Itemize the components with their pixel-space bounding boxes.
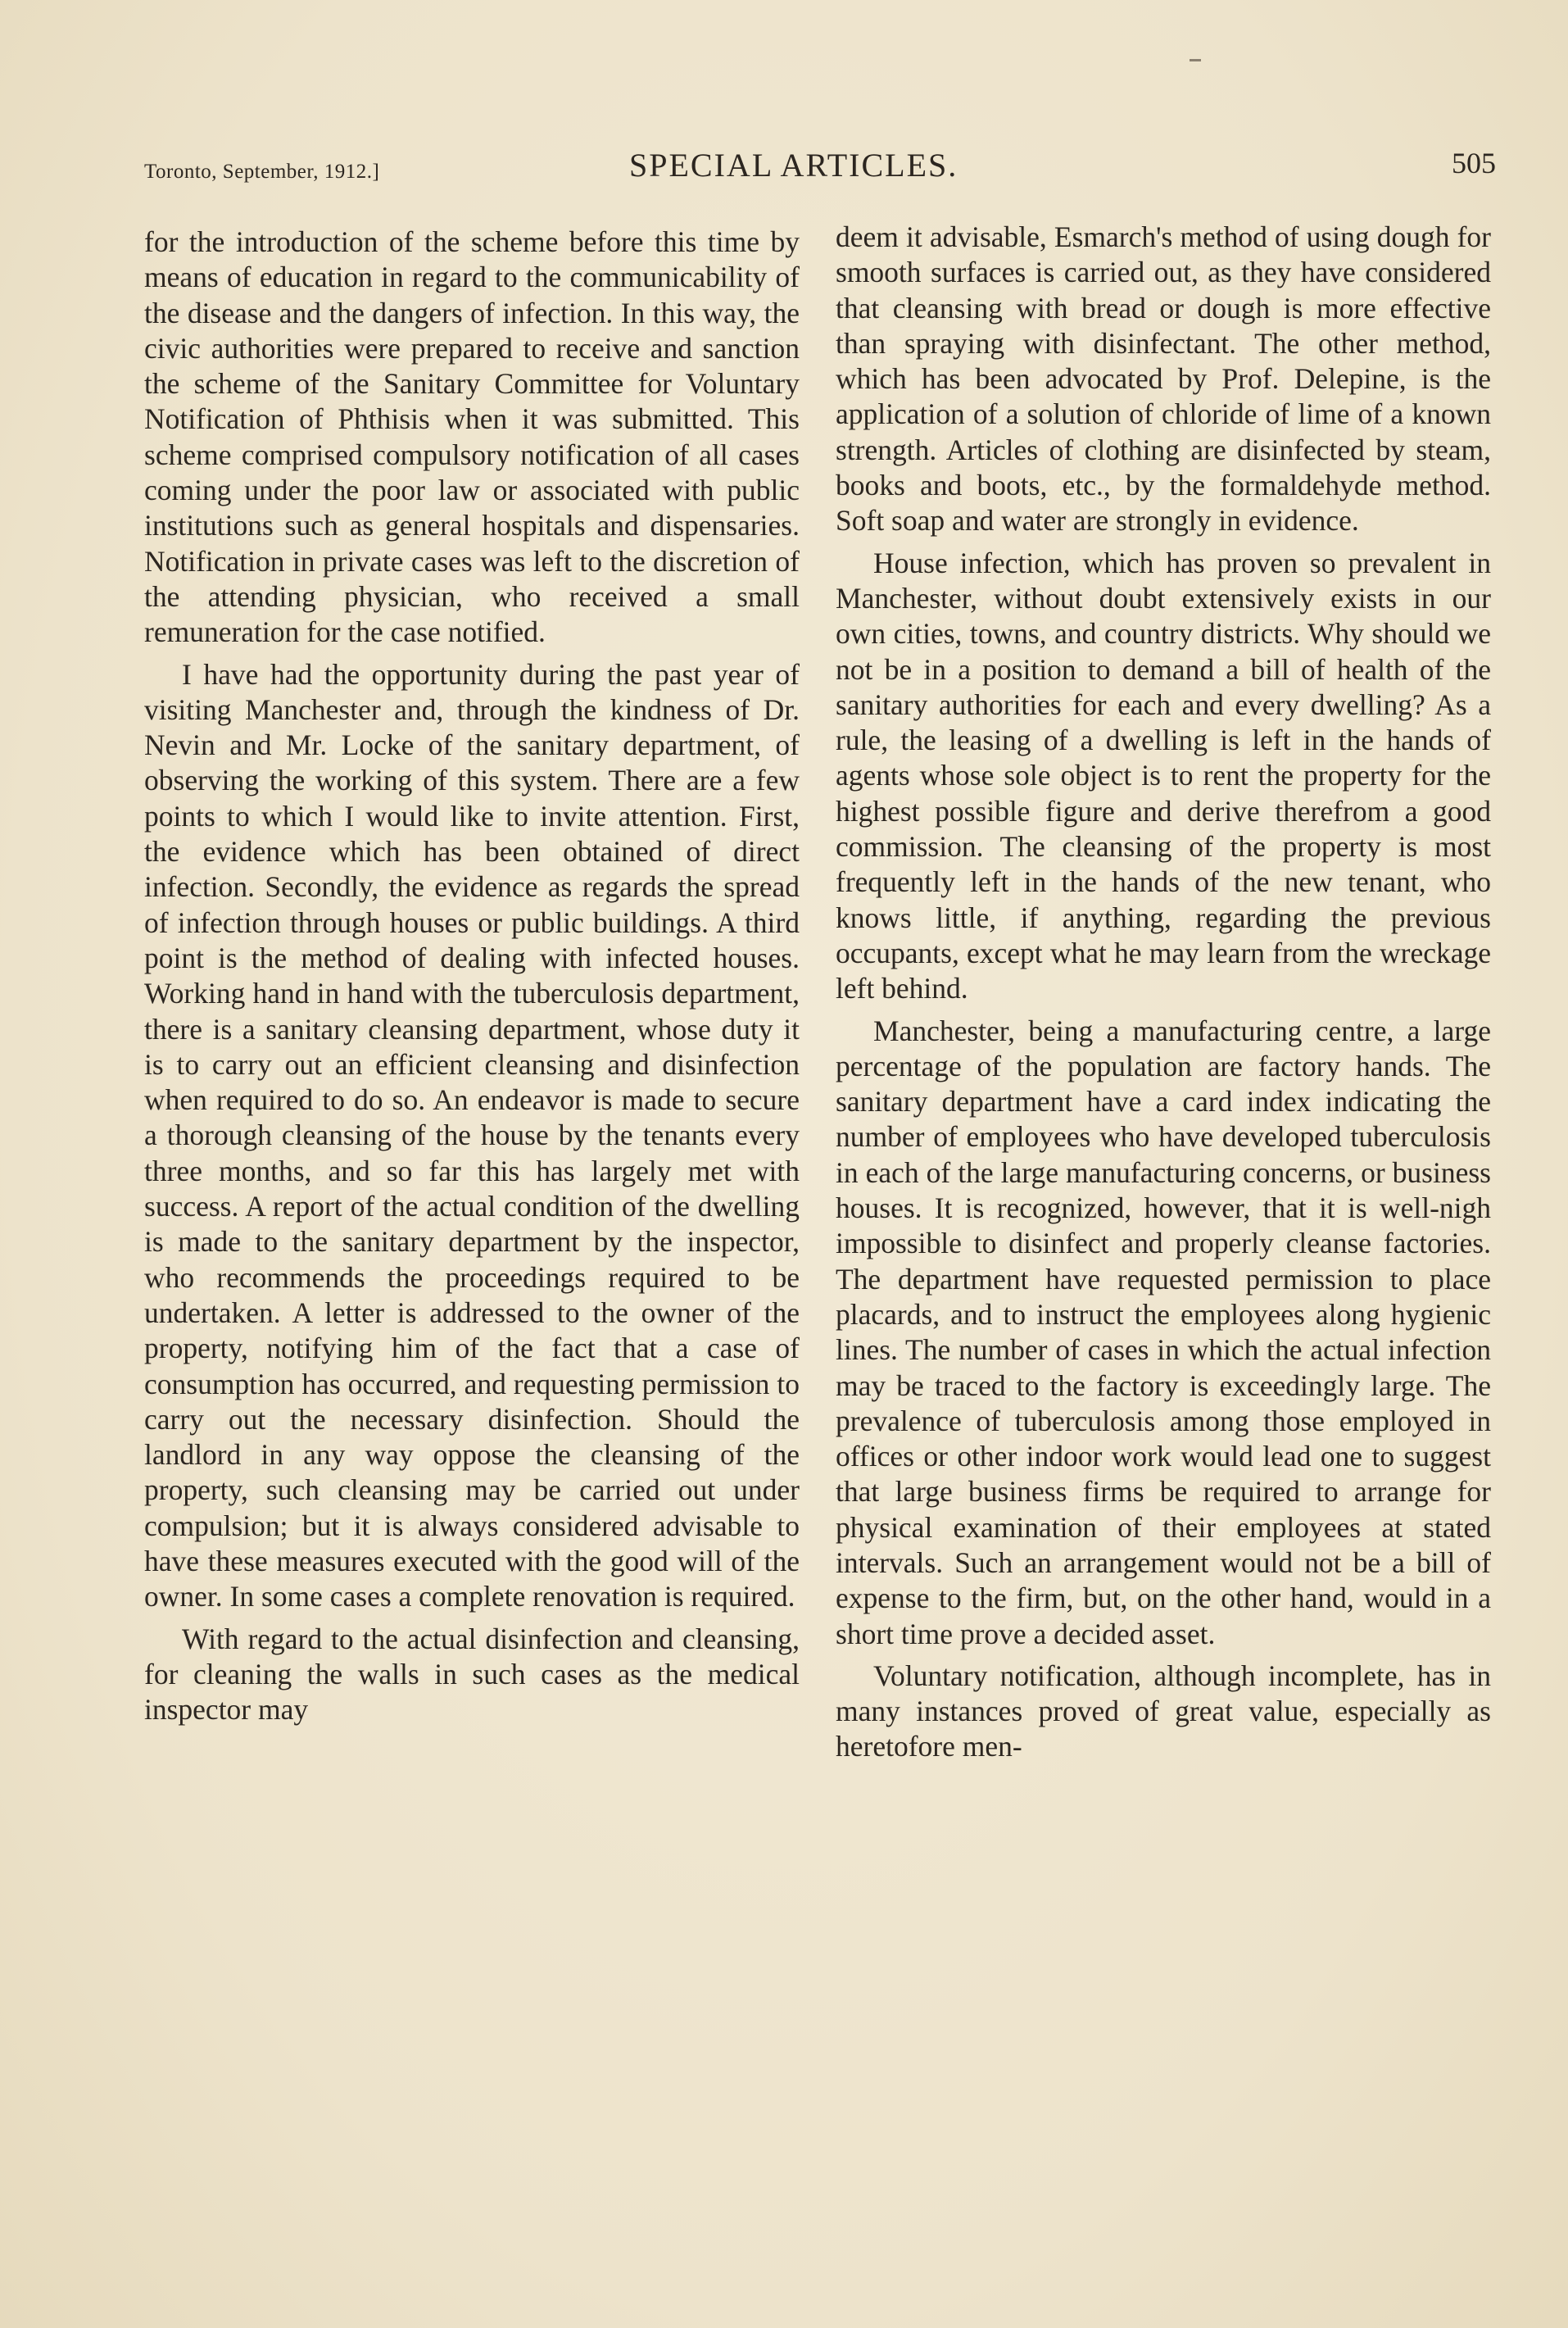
right-column: [836, 220, 1491, 1772]
left-column: [144, 225, 800, 1734]
paragraph: deem it advisable, Esmarch's method of using dough for smooth surfaces is carried out, as they have considered that cleansing with bread or dough is more effective than spraying with disinfectant. The other method, which has been advocated by Prof. Delepine, is the application of a solution of chloride of lime of a known strength. Articles of clothing are disinfected by steam, books and boots, etc., by the formaldehyde method. Soft soap and water are strongly in evidence.: [836, 220, 1491, 538]
page-number: 505: [1452, 147, 1496, 179]
paragraph: Manchester, being a manufacturing centre, a large percentage of the population are factory hands. The sanitary department have a card index indicating the number of employees who have developed tuberculosis in each of the large manufacturing concerns, or business houses. It is recognized, however, that it is well-nigh impossible to disinfect and properly cleanse factories. The department have requested permission to place placards, and to instruct the employees along hygienic lines. The number of cases in which the actual infection may be traced to the factory is exceedingly large. The prevalence of tuberculosis among those employed in offices or other indoor work would lead one to suggest that large business firms be required to arrange for physical examination of their employees at stated intervals. Such an arrangement would not be a bill of expense to the firm, but, on the other hand, would in a short time prove a decided asset.: [836, 1014, 1491, 1650]
paragraph: With regard to the actual disinfection and cleansing, for cleaning the walls in such cases as the medical inspector may: [144, 1622, 800, 1727]
header-place-date: Toronto, September, 1912.]: [144, 161, 380, 183]
paragraph: House infection, which has proven so prevalent in Manchester, without doubt extensively exists in our own cities, towns, and country districts. Why should we not be in a position to demand a bill of health of the sanitary authorities for each and every dwelling? As a rule, the leasing of a dwelling is left in the hands of agents whose sole object is to rent the property for the highest possible figure and derive therefrom a good commission. The cleansing of the property is most frequently left in the hands of the new tenant, who knows little, if anything, regarding the previous occupants, except what he may learn from the wreckage left behind.: [836, 546, 1491, 1005]
paragraph: Voluntary notification, although incomplete, has in many instances proved of great value, especially as heretofore men-: [836, 1659, 1491, 1763]
paragraph: I have had the opportunity during the past year of visiting Manchester and, through the kindness of Dr. Nevin and Mr. Locke of the sanitary department, of observing the working of this system. There are a few points to which I would like to invite attention. First, the evidence which has been obtained of direct infection. Secondly, the evidence as regards the spread of infection through houses or public buildings. A third point is the method of dealing with infected houses. Working hand in hand with the tuberculosis department, there is a sanitary cleansing department, whose duty it is to carry out an efficient cleansing and disinfection when required to do so. An endeavor is made to secure a thorough cleansing of the house by the tenants every three months, and so far this has largely met with success. A report of the actual condition of the dwelling is made to the sanitary department by the inspector, who recommends the proceedings required to be undertaken. A letter is addressed to the owner of the property, notifying him of the fact that a case of consumption has occurred, and requesting permission to carry out the necessary disinfection. Should the landlord in any way oppose the cleansing of the property, such cleansing may be carried out under compulsion; but it is always considered advisable to have these measures executed with the good will of the owner. In some cases a complete renovation is required.: [144, 657, 800, 1613]
paragraph: for the introduction of the scheme before this time by means of education in regard to the communicability of the disease and the dangers of infection. In this way, the civic authorities were prepared to receive and sanction the scheme of the Sanitary Committee for Voluntary Notification of Phthisis when it was submitted. This scheme comprised compulsory notification of all cases coming under the poor law or associated with public institutions such as general hospitals and dispensaries. Notification in private cases was left to the discretion of the attending physician, who received a small remuneration for the case notified.: [144, 225, 800, 649]
page-mark: [1190, 59, 1201, 61]
header-section-title: SPECIAL ARTICLES.: [629, 147, 958, 184]
running-header: [144, 146, 1496, 195]
